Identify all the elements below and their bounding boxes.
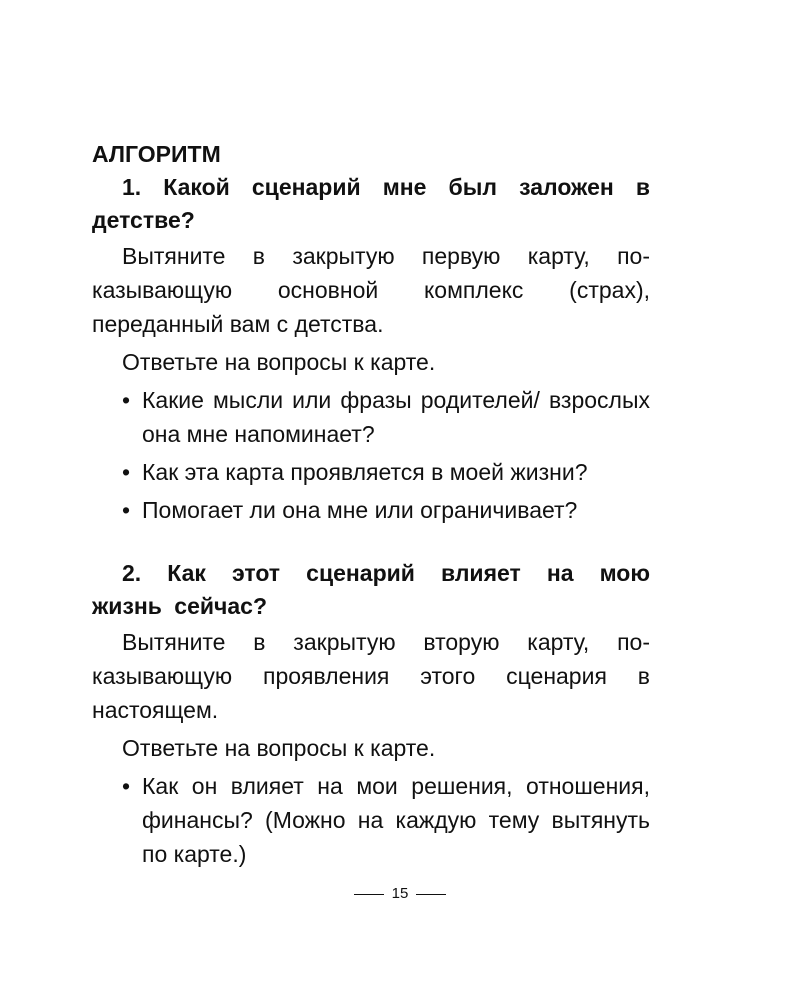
list-item: • Помогает ли она мне или ограничивает? xyxy=(92,493,650,527)
heading: АЛГОРИТМ xyxy=(92,141,221,167)
list-item: • Как он влияет на мои решения, отношения, финансы? (Можно на каждую тему вытянуть по карте.) xyxy=(92,769,650,871)
section2-prompt: Ответьте на вопросы к карте. xyxy=(122,735,436,761)
bullet-icon: • xyxy=(122,773,131,799)
list-item: • Как эта карта проявляется в моей жизни? xyxy=(92,455,650,489)
bullet-icon: • xyxy=(122,387,131,413)
section2-instruction: Вытяните в закрытую вторую карту, показывающую проявления этого сценария в настоящем. xyxy=(92,629,650,723)
bullet-icon: • xyxy=(122,497,131,523)
section2-title: 2. Как этот сценарий влияет на мою жизнь сейчас? xyxy=(92,560,650,619)
dash-left xyxy=(354,894,384,895)
list-item: • Какие мысли или фразы родителей/ взрослых она мне напоминает? xyxy=(92,383,650,451)
page-footer xyxy=(0,884,800,904)
section1-instruction: Вытяните в закрытую первую карту, показывающую основной комплекс (страх), переданный вам с детства. xyxy=(92,243,650,337)
section1-title: 1. Какой сценарий мне был заложен в детстве? xyxy=(92,174,650,233)
section1-prompt: Ответьте на вопросы к карте. xyxy=(122,349,436,375)
dash-right xyxy=(416,894,446,895)
section1-bullets xyxy=(92,383,650,527)
page-body xyxy=(92,138,650,875)
page-number: 15 xyxy=(391,885,409,902)
bullet-icon: • xyxy=(122,459,131,485)
section2-bullets xyxy=(92,769,650,871)
